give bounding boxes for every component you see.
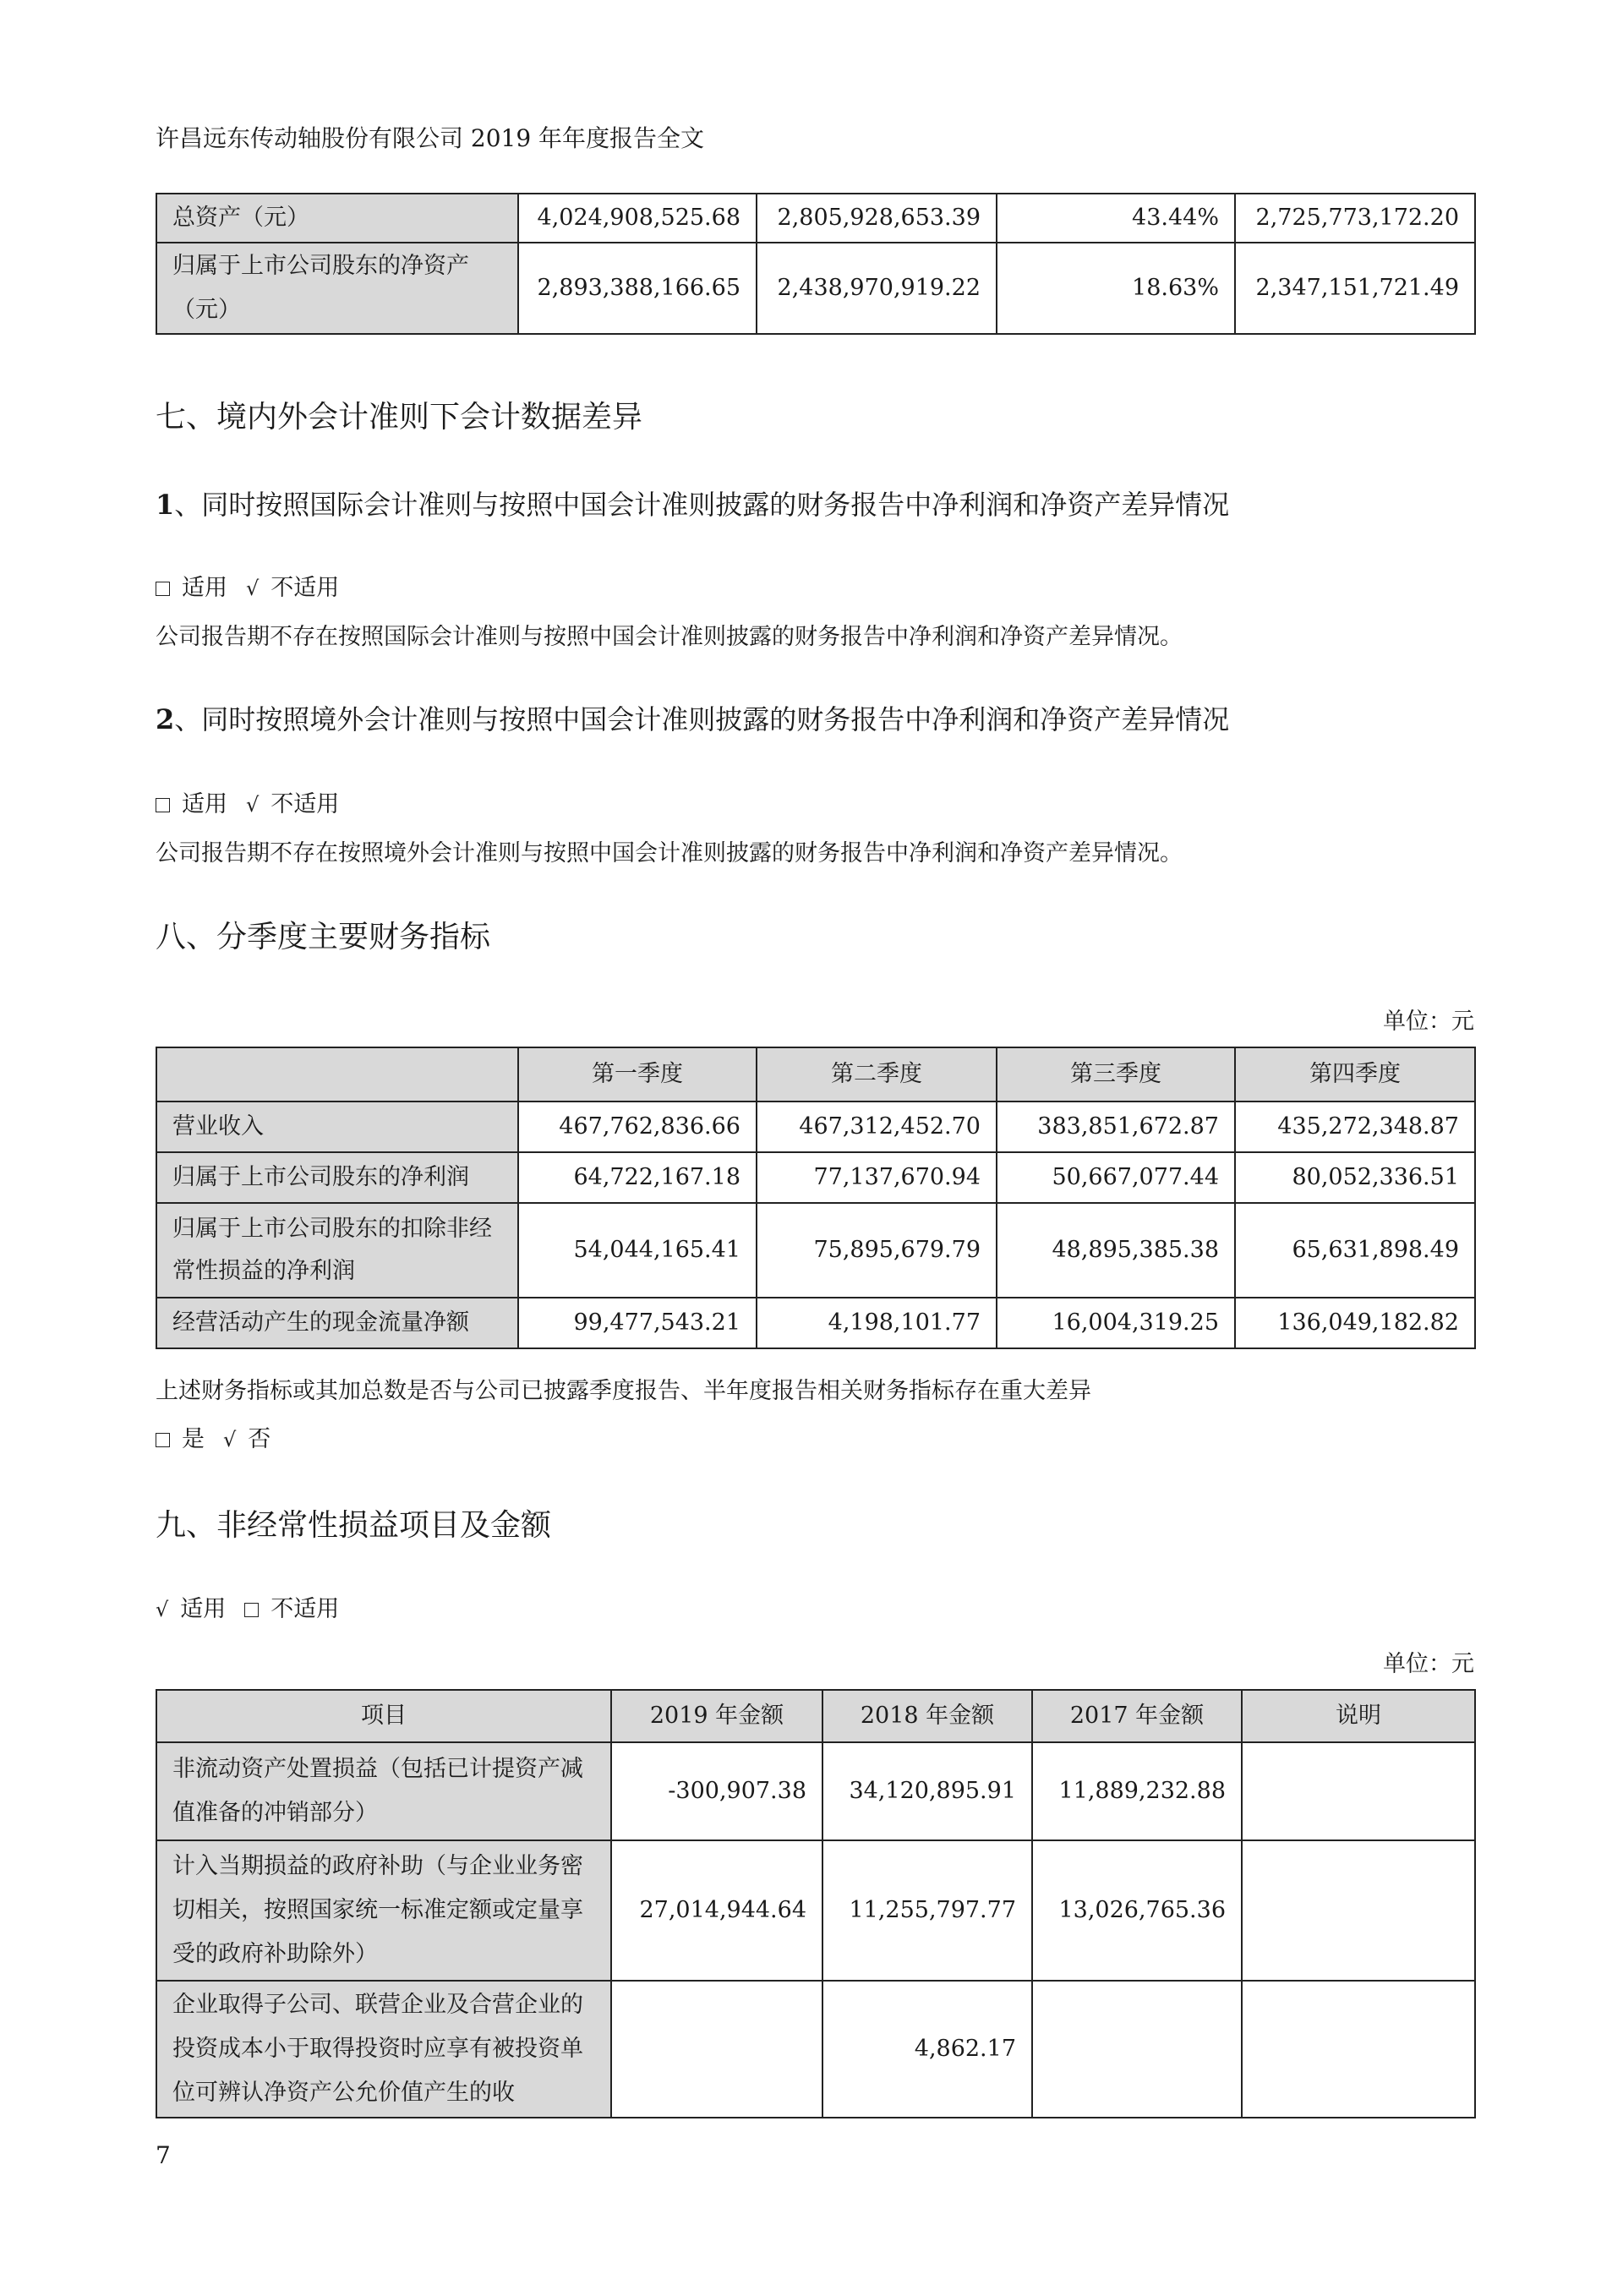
cell-value: 64,722,167.18	[518, 1152, 757, 1203]
column-header: 2019 年金额	[611, 1690, 822, 1742]
column-header: 说明	[1242, 1690, 1475, 1742]
cell-value: 2,805,928,653.39	[757, 194, 997, 243]
checkbox-empty-icon	[156, 1433, 170, 1447]
cell-value: 11,889,232.88	[1032, 1742, 1242, 1840]
cell-value: 18.63%	[997, 243, 1235, 334]
table-row	[156, 1152, 1475, 1203]
cell-value: 11,255,797.77	[822, 1840, 1032, 1981]
cell-value: 80,052,336.51	[1235, 1152, 1475, 1203]
cell-value	[1242, 1981, 1475, 2118]
cell-value: 435,272,348.87	[1235, 1102, 1475, 1152]
statement-7-1: 公司报告期不存在按照国际会计准则与按照中国会计准则披露的财务报告中净利润和净资产差异情况。	[156, 624, 1183, 650]
assets-table	[156, 193, 1476, 335]
table-row	[156, 1102, 1475, 1152]
applicability-7-1	[156, 569, 339, 602]
section-9-title: 九、非经常性损益项目及金额	[156, 1508, 552, 1543]
applicability-7-2	[156, 785, 339, 818]
subsection-text: 、同时按照国际会计准则与按照中国会计准则披露的财务报告中净利润和净资产差异情况	[174, 489, 1230, 521]
cell-value: 4,198,101.77	[757, 1298, 997, 1348]
table-row	[156, 243, 1475, 334]
row-label: 归属于上市公司股东的扣除非经常性损益的净利润	[156, 1203, 518, 1298]
table-row	[156, 194, 1475, 243]
checkmark-icon: √	[246, 793, 260, 817]
statement-7-2: 公司报告期不存在按照境外会计准则与按照中国会计准则披露的财务报告中净利润和净资产差异情况。	[156, 840, 1183, 866]
checkmark-icon: √	[223, 1428, 237, 1451]
option-not-applicable: 不适用	[270, 791, 340, 817]
cell-value: 75,895,679.79	[757, 1203, 997, 1298]
cell-value: 34,120,895.91	[822, 1742, 1032, 1840]
column-header: 第一季度	[518, 1047, 757, 1102]
option-applicable: 适用	[182, 575, 227, 601]
page-number: 7	[156, 2141, 171, 2169]
discrepancy-answer	[156, 1420, 270, 1453]
row-label: 归属于上市公司股东的净资产（元）	[156, 243, 518, 334]
cell-value: 2,725,773,172.20	[1235, 194, 1475, 243]
cell-value	[1242, 1840, 1475, 1981]
cell-value: -300,907.38	[611, 1742, 822, 1840]
cell-value: 50,667,077.44	[997, 1152, 1235, 1203]
running-header: 许昌远东传动轴股份有限公司 2019 年年度报告全文	[156, 124, 705, 152]
cell-value: 2,347,151,721.49	[1235, 243, 1475, 334]
cell-value: 2,893,388,166.65	[518, 243, 757, 334]
row-label: 经营活动产生的现金流量净额	[156, 1298, 518, 1348]
section-7-title: 七、境内外会计准则下会计数据差异	[156, 400, 643, 435]
checkmark-icon: √	[246, 577, 260, 600]
cell-value	[1032, 1981, 1242, 2118]
cell-value: 54,044,165.41	[518, 1203, 757, 1298]
row-label: 归属于上市公司股东的净利润	[156, 1152, 518, 1203]
cell-value: 48,895,385.38	[997, 1203, 1235, 1298]
row-label: 营业收入	[156, 1102, 518, 1152]
cell-value: 4,862.17	[822, 1981, 1032, 2118]
non-recurring-table	[156, 1689, 1476, 2118]
option-applicable: 适用	[180, 1596, 227, 1622]
header-blank	[156, 1047, 518, 1102]
option-no: 否	[248, 1426, 271, 1452]
cell-value: 136,049,182.82	[1235, 1298, 1475, 1348]
row-label: 非流动资产处置损益（包括已计提资产减值准备的冲销部分）	[156, 1742, 611, 1840]
cell-value: 27,014,944.64	[611, 1840, 822, 1981]
cell-value: 467,762,836.66	[518, 1102, 757, 1152]
cell-value: 77,137,670.94	[757, 1152, 997, 1203]
option-not-applicable: 不适用	[270, 1596, 340, 1622]
unit-label: 单位：元	[1383, 1651, 1474, 1677]
cell-value: 43.44%	[997, 194, 1235, 243]
option-yes: 是	[182, 1426, 205, 1452]
option-not-applicable: 不适用	[270, 575, 340, 601]
subsection-number: 2	[156, 703, 175, 735]
discrepancy-question: 上述财务指标或其加总数是否与公司已披露季度报告、半年度报告相关财务指标存在重大差异	[156, 1378, 1091, 1404]
column-header: 项目	[156, 1690, 611, 1742]
cell-value: 467,312,452.70	[757, 1102, 997, 1152]
checkbox-empty-icon	[244, 1603, 259, 1617]
table-header-row	[156, 1690, 1475, 1742]
cell-value	[611, 1981, 822, 2118]
table-row	[156, 1203, 1475, 1298]
cell-value: 4,024,908,525.68	[518, 194, 757, 243]
row-label: 企业取得子公司、联营企业及合营企业的投资成本小于取得投资时应享有被投资单位可辨认净资产公允价值产生的收	[156, 1981, 611, 2118]
column-header: 2018 年金额	[822, 1690, 1032, 1742]
table-header-row	[156, 1047, 1475, 1102]
cell-value: 2,438,970,919.22	[757, 243, 997, 334]
row-label: 总资产（元）	[156, 194, 518, 243]
table-row	[156, 1981, 1475, 2118]
applicability-9	[156, 1590, 339, 1623]
table-row	[156, 1742, 1475, 1840]
quarterly-table	[156, 1047, 1476, 1349]
option-applicable: 适用	[182, 791, 227, 817]
subsection-7-1-title	[156, 484, 1229, 522]
table-row	[156, 1840, 1475, 1981]
row-label: 计入当期损益的政府补助（与企业业务密切相关，按照国家统一标准定额或定量享受的政府补助除外）	[156, 1840, 611, 1981]
cell-value: 16,004,319.25	[997, 1298, 1235, 1348]
unit-label: 单位：元	[1383, 1009, 1474, 1035]
checkbox-empty-icon	[156, 582, 170, 596]
column-header: 第四季度	[1235, 1047, 1475, 1102]
column-header: 第二季度	[757, 1047, 997, 1102]
cell-value: 99,477,543.21	[518, 1298, 757, 1348]
subsection-7-2-title	[156, 698, 1229, 737]
cell-value: 383,851,672.87	[997, 1102, 1235, 1152]
cell-value: 65,631,898.49	[1235, 1203, 1475, 1298]
cell-value	[1242, 1742, 1475, 1840]
column-header: 第三季度	[997, 1047, 1235, 1102]
subsection-number: 1	[156, 489, 175, 521]
column-header: 2017 年金额	[1032, 1690, 1242, 1742]
section-8-title: 八、分季度主要财务指标	[156, 920, 491, 954]
checkmark-icon: √	[156, 1598, 169, 1621]
cell-value: 13,026,765.36	[1032, 1840, 1242, 1981]
checkbox-empty-icon	[156, 798, 170, 812]
table-row	[156, 1298, 1475, 1348]
subsection-text: 、同时按照境外会计准则与按照中国会计准则披露的财务报告中净利润和净资产差异情况	[174, 703, 1230, 735]
